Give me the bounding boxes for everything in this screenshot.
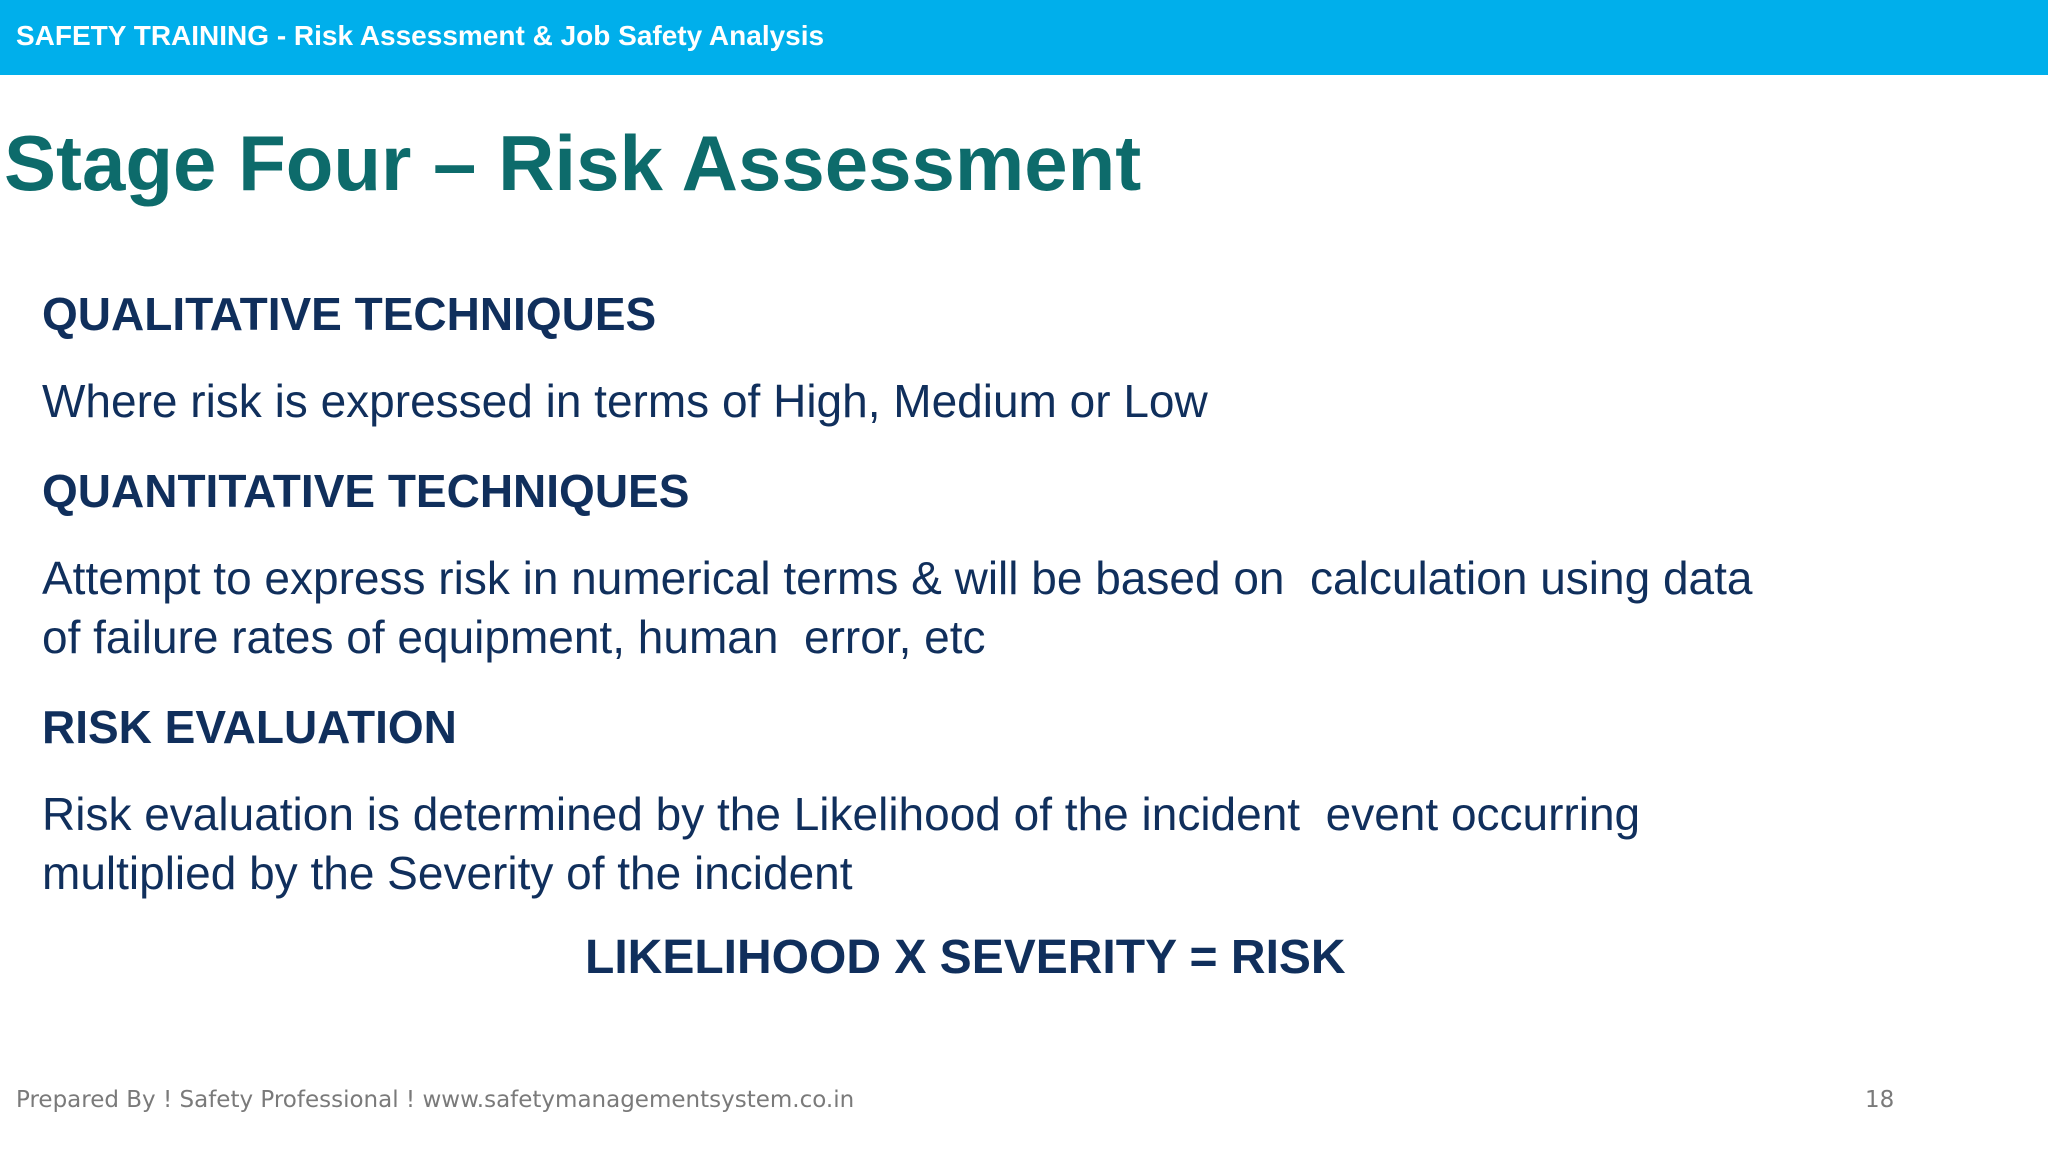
section-body-qualitative <box>42 372 1208 431</box>
slide-title: Stage Four – Risk Assessment <box>4 119 1142 207</box>
header-banner-text: SAFETY TRAINING - Risk Assessment & Job Safety Analysis <box>16 20 825 51</box>
section-heading-qualitative: QUALITATIVE TECHNIQUES <box>42 288 657 340</box>
risk-formula: LIKELIHOOD X SEVERITY = RISK <box>585 931 1346 984</box>
body-line: Where risk is expressed in terms of High, Medium or Low <box>42 375 1208 427</box>
footer-prepared-by: Prepared By ! Safety Professional ! www.safetymanagementsystem.co.in <box>16 1087 855 1113</box>
section-heading-risk-evaluation: RISK EVALUATION <box>42 701 457 753</box>
section-heading-quantitative: QUANTITATIVE TECHNIQUES <box>42 465 690 517</box>
body-line: Risk evaluation is determined by the Likelihood of the incident event occurring <box>42 788 1641 840</box>
body-line: Attempt to express risk in numerical terms & will be based on calculation using data <box>42 552 1753 604</box>
body-line: multiplied by the Severity of the incident <box>42 847 853 899</box>
header-banner <box>0 0 2048 75</box>
section-body-quantitative <box>42 549 1752 667</box>
body-line: of failure rates of equipment, human error, etc <box>42 611 986 663</box>
section-body-risk-evaluation <box>42 785 1640 903</box>
page-number: 18 <box>1865 1087 1895 1113</box>
